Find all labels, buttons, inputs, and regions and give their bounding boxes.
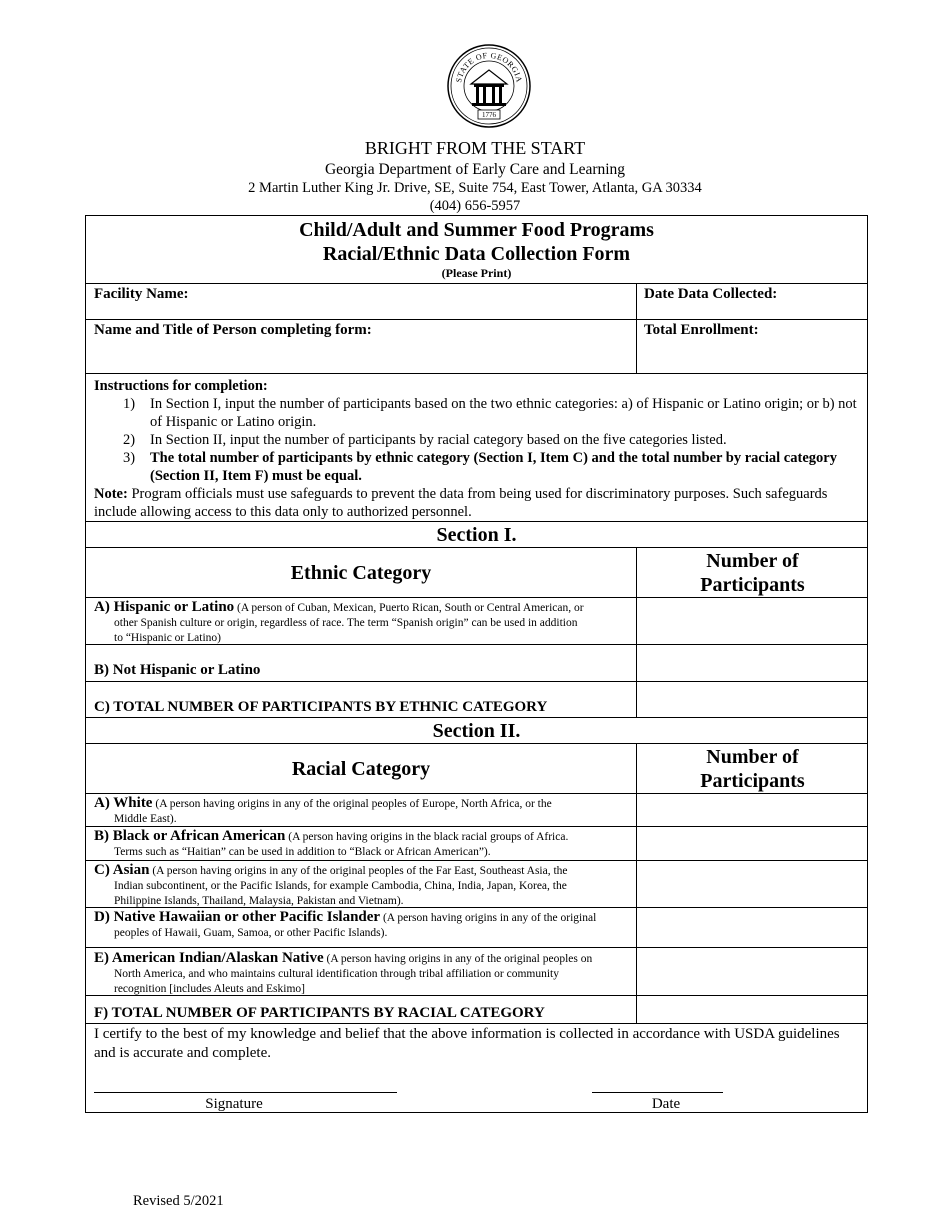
hispanic-count-input[interactable] xyxy=(637,598,867,644)
hispanic-label: A) Hispanic or Latino xyxy=(94,599,235,615)
person-completing-field[interactable]: Name and Title of Person completing form: xyxy=(94,322,372,338)
racial-total-input[interactable] xyxy=(637,996,867,1023)
white-label: A) White xyxy=(94,795,153,811)
black-row: B) Black or African American (A person having origins in the black racial groups of Africa. Terms such as “Haitian” can be used in addition to “Black or African American”). xyxy=(86,826,867,860)
department-name: Georgia Department of Early Care and Learning xyxy=(324,161,626,178)
date-line[interactable] xyxy=(592,1092,723,1093)
pacific-islander-count-input[interactable] xyxy=(637,908,867,947)
revision-date: Revised 5/2021 xyxy=(133,1193,224,1209)
certification-block xyxy=(86,1023,867,1113)
hispanic-row: A) Hispanic or Latino (A person of Cuban, Mexican, Puerto Rican, South or Central American, or other Spanish culture or origin, regardless of race. The term “Spanish origin” can be used in addition to “Hispanic or Latino) xyxy=(86,597,867,644)
svg-text:STATE OF GEORGIA: STATE OF GEORGIA xyxy=(454,50,524,84)
ethnic-total-input[interactable] xyxy=(637,682,867,717)
white-count-input[interactable] xyxy=(637,794,867,826)
not-hispanic-count-input[interactable] xyxy=(637,645,867,681)
instruction-item: 1) In Section I, input the number of participants based on the two ethnic categories: a) of Hispanic or Latino origin; or b) not of Hispanic or Latino origin. xyxy=(123,396,857,430)
department-address: 2 Martin Luther King Jr. Drive, SE, Suite 754, East Tower, Atlanta, GA 30334 xyxy=(248,180,702,196)
instruction-item: 3) The total number of participants by ethnic category (Section I, Item C) and the total number by racial category (Section II, Item F) must be equal. xyxy=(123,450,837,484)
certification-text: I certify to the best of my knowledge and belief that the above information is collected in accordance with USDA guidelines and is accurate and complete. xyxy=(94,1026,840,1061)
org-name: BRIGHT FROM THE START xyxy=(364,138,586,158)
participants-header: Number of Participants xyxy=(700,746,805,792)
black-count-input[interactable] xyxy=(637,827,867,860)
not-hispanic-label: B) Not Hispanic or Latino xyxy=(94,662,261,678)
white-row: A) White (A person having origins in any of the original peoples of Europe, North Africa, or the Middle East). xyxy=(86,793,867,826)
black-label: B) Black or African American xyxy=(94,828,286,844)
section1-title: Section I. xyxy=(86,521,867,547)
signature-line[interactable] xyxy=(94,1092,397,1093)
facility-row xyxy=(86,283,867,319)
instructions-block xyxy=(86,373,867,521)
facility-name-field[interactable]: Facility Name: xyxy=(94,286,189,302)
instructions-list xyxy=(94,395,859,485)
date-collected-field[interactable]: Date Data Collected: xyxy=(644,286,778,302)
person-row xyxy=(86,319,867,373)
form-title-line1: Child/Adult and Summer Food Programs xyxy=(299,219,654,241)
department-phone: (404) 656-5957 xyxy=(429,198,521,214)
american-indian-count-input[interactable] xyxy=(637,948,867,995)
instructions-note: Note: Program officials must use safeguards to prevent the data from being used for discriminatory purposes. Such safeguards include allowing access to this data only to authorized personnel. xyxy=(94,486,828,520)
racial-category-header: Racial Category xyxy=(291,758,431,780)
instruction-item: 2) In Section II, input the number of participants by racial category based on the five categories listed. xyxy=(123,432,727,448)
divider xyxy=(636,283,637,373)
date-label: Date xyxy=(651,1096,681,1112)
asian-label: C) Asian xyxy=(94,862,150,878)
georgia-state-seal xyxy=(447,44,531,128)
ethnic-category-header: Ethnic Category xyxy=(290,562,432,584)
signature-label: Signature xyxy=(205,1096,263,1112)
pacific-islander-label: D) Native Hawaiian or other Pacific Islander xyxy=(94,909,381,925)
data-collection-form xyxy=(85,215,868,1113)
racial-total-label: F) TOTAL NUMBER OF PARTICIPANTS BY RACIAL CATEGORY xyxy=(94,1005,545,1021)
form-title-block xyxy=(86,216,867,283)
section2-title: Section II. xyxy=(86,717,867,743)
section1-column-headers xyxy=(86,547,867,597)
svg-text:1776: 1776 xyxy=(482,111,496,119)
asian-count-input[interactable] xyxy=(637,861,867,907)
total-enrollment-field[interactable]: Total Enrollment: xyxy=(644,322,759,338)
form-subtitle: (Please Print) xyxy=(441,266,512,280)
instructions-heading: Instructions for completion: xyxy=(94,378,268,394)
asian-row: C) Asian (A person having origins in any of the original peoples of the Far East, Southeast Asia, the Indian subcontinent, or the Pacific Islands, for example Cambodia, China, India, Japan, Korea, the Philippine Islands, Thailand, Malaysia, Pakistan and Vietnam). xyxy=(86,860,867,907)
form-title-line2: Racial/Ethnic Data Collection Form xyxy=(322,243,631,265)
section2-column-headers xyxy=(86,743,867,793)
american-indian-label: E) American Indian/Alaskan Native xyxy=(94,950,324,966)
participants-header: Number of Participants xyxy=(700,550,805,596)
american-indian-row: E) American Indian/Alaskan Native (A person having origins in any of the original peoples on North America, and who maintains cultural identification through tribal affiliation or community recognition [includes Aleuts and Eskimo] xyxy=(86,947,867,995)
ethnic-total-label: C) TOTAL NUMBER OF PARTICIPANTS BY ETHNIC CATEGORY xyxy=(94,699,548,715)
pacific-islander-row: D) Native Hawaiian or other Pacific Islander (A person having origins in any of the original peoples of Hawaii, Guam, Samoa, or other Pacific Islands). xyxy=(86,907,867,947)
